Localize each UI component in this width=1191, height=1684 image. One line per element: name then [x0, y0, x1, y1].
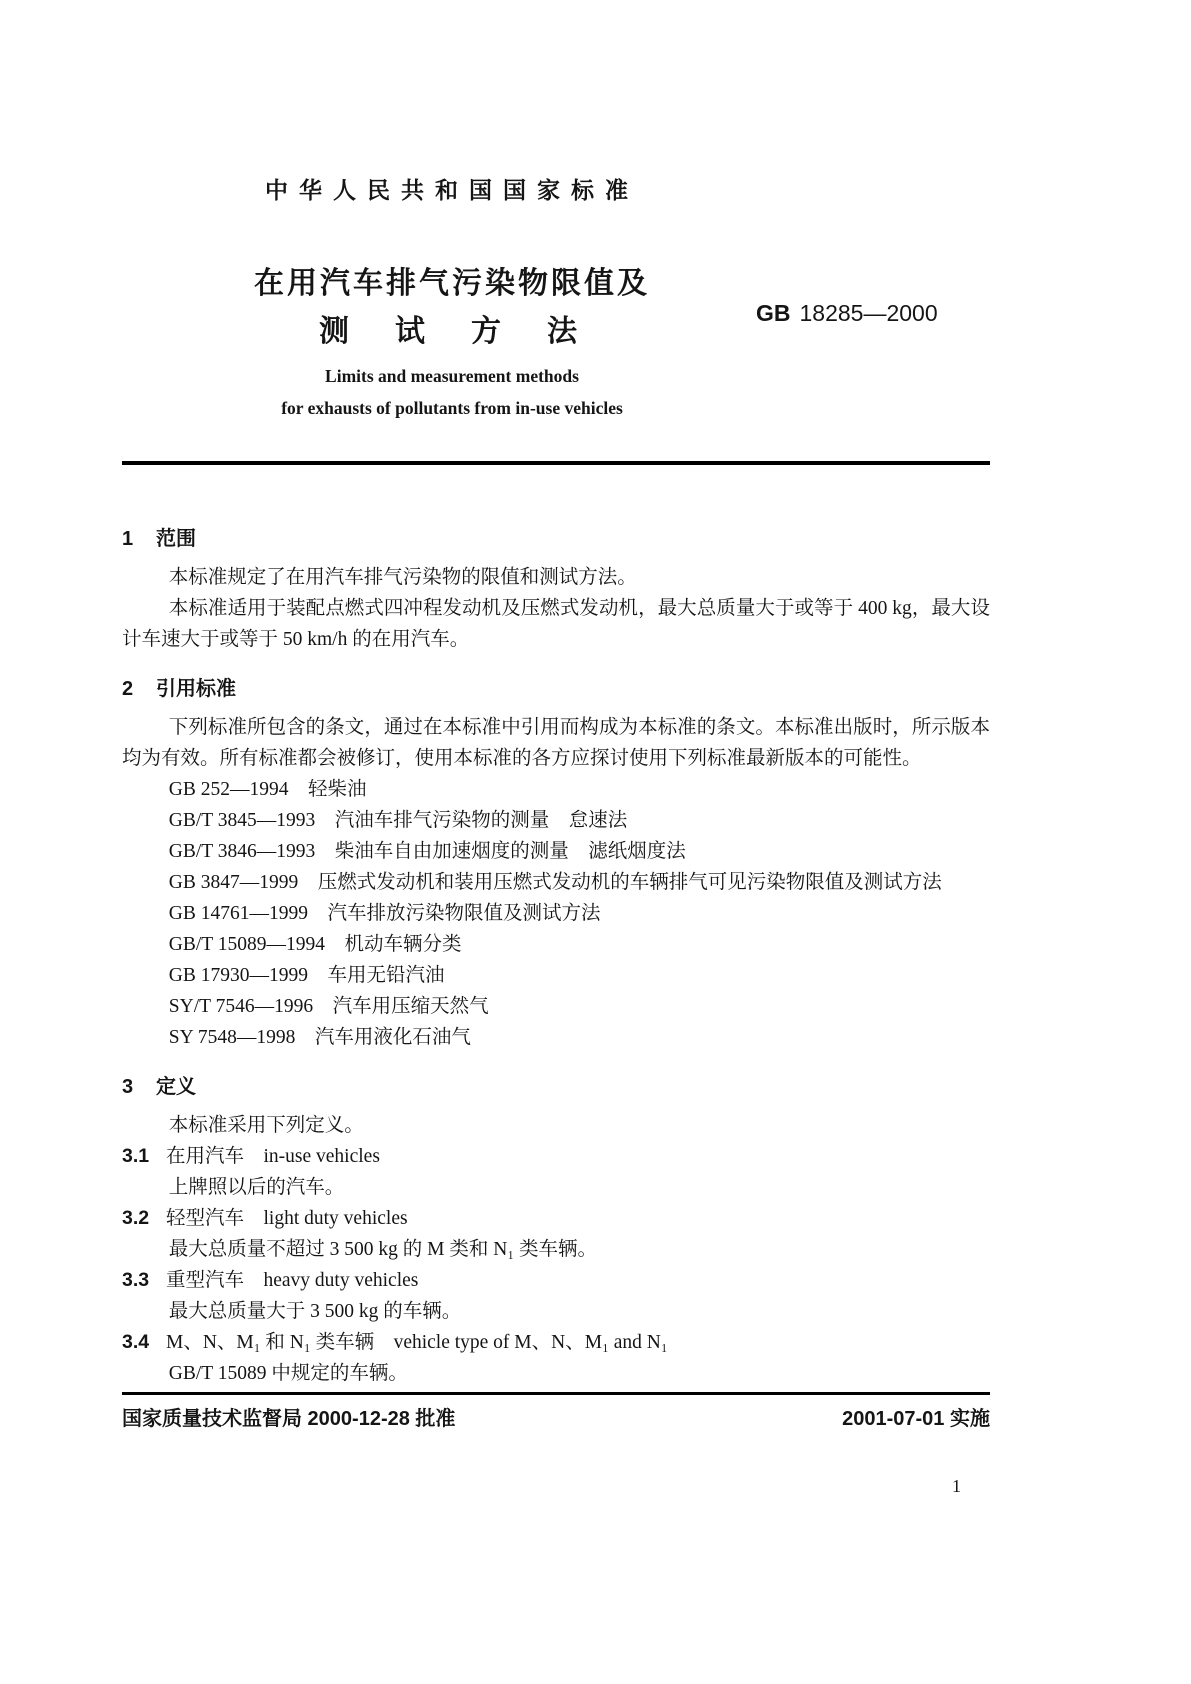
header-rule [122, 461, 990, 465]
clause-number: 3.3 [122, 1269, 150, 1291]
definition-term-line [122, 1141, 990, 1172]
paragraph: 本标准适用于装配点燃式四冲程发动机及压燃式发动机，最大总质量大于或等于 400 kg，最大设计车速大于或等于 50 km/h 的在用汽车。 [122, 598, 990, 650]
document-title-cn-line1: 在用汽车排气污染物限值及 [254, 267, 650, 300]
document-title-en-line2: for exhausts of pollutants from in-use vehicles [281, 398, 623, 418]
definition-text: 上牌照以后的汽车。 [168, 1177, 345, 1198]
referenced-standard: GB 252—1994 轻柴油 [168, 779, 367, 800]
section-heading-definitions [122, 1071, 990, 1104]
paragraph: 下列标准所包含的条文，通过在本标准中引用而构成为本标准的条文。本标准出版时，所示版本均为有效。所有标准都会被修订，使用本标准的各方应探讨使用下列标准最新版本的可能性。 [122, 717, 990, 769]
section-heading-scope [122, 523, 990, 556]
clause-number: 3.4 [122, 1331, 150, 1353]
definition-term: 重型汽车 heavy duty vehicles [166, 1270, 419, 1291]
paragraph: 本标准规定了在用汽车排气污染物的限值和测试方法。 [168, 567, 637, 588]
document-body [122, 505, 990, 1389]
referenced-standard: GB 17930—1999 车用无铅汽油 [168, 965, 445, 986]
section-title: 定义 [156, 1076, 196, 1098]
clause-number: 3.1 [122, 1145, 150, 1167]
definition-text: 最大总质量不超过 3 500 kg 的 M 类和 N₁ 类车辆。 [168, 1239, 598, 1260]
referenced-standard: SY/T 7546—1996 汽车用压缩天然气 [168, 996, 489, 1017]
definition-term: M、N、M₁ 和 N₁ 类车辆 vehicle type of M、N、M₁ and N₁ [166, 1332, 668, 1353]
section-title: 引用标准 [156, 678, 236, 700]
document-title-en [122, 360, 782, 424]
document-footer [122, 1404, 990, 1434]
definition-term-line [122, 1203, 990, 1234]
section-number: 2 [122, 678, 134, 700]
definition-term: 轻型汽车 light duty vehicles [166, 1208, 408, 1229]
standard-code-number: 18285—2000 [799, 300, 938, 326]
clause-number: 3.2 [122, 1207, 150, 1229]
referenced-standard: GB/T 3845—1993 汽油车排气污染物的测量 怠速法 [168, 810, 628, 831]
referenced-standard: SY 7548—1998 汽车用液化石油气 [168, 1027, 471, 1048]
definition-term-line [122, 1327, 990, 1358]
definition-text: 最大总质量大于 3 500 kg 的车辆。 [168, 1301, 462, 1322]
page-number: 1 [952, 1476, 961, 1496]
approval-info: 国家质量技术监督局 2000-12-28 批准 [122, 1408, 456, 1430]
standard-code [756, 300, 938, 327]
section-number: 1 [122, 528, 134, 550]
document-title-en-line1: Limits and measurement methods [325, 366, 579, 386]
definition-term-line [122, 1265, 990, 1296]
section-heading-references [122, 673, 990, 706]
paragraph: 本标准采用下列定义。 [168, 1115, 364, 1136]
section-number: 3 [122, 1076, 134, 1098]
definition-term: 在用汽车 in-use vehicles [166, 1146, 380, 1167]
referenced-standard: GB 3847—1999 压燃式发动机和装用压燃式发动机的车辆排气可见污染物限值及测试方法 [168, 872, 942, 893]
national-standard-label: 中华人民共和国国家标准 [265, 177, 639, 203]
standard-code-prefix: GB [756, 300, 791, 326]
referenced-standard: GB/T 15089—1994 机动车辆分类 [168, 934, 462, 955]
section-title: 范围 [156, 528, 196, 550]
referenced-standard: GB/T 3846—1993 柴油车自由加速烟度的测量 滤纸烟度法 [168, 841, 686, 862]
referenced-standard: GB 14761—1999 汽车排放污染物限值及测试方法 [168, 903, 601, 924]
document-title-cn-line2: 测 试 方 法 [319, 315, 585, 348]
definition-text: GB/T 15089 中规定的车辆。 [168, 1363, 408, 1384]
implementation-info: 2001-07-01 实施 [842, 1408, 990, 1430]
footer-rule [122, 1392, 990, 1395]
